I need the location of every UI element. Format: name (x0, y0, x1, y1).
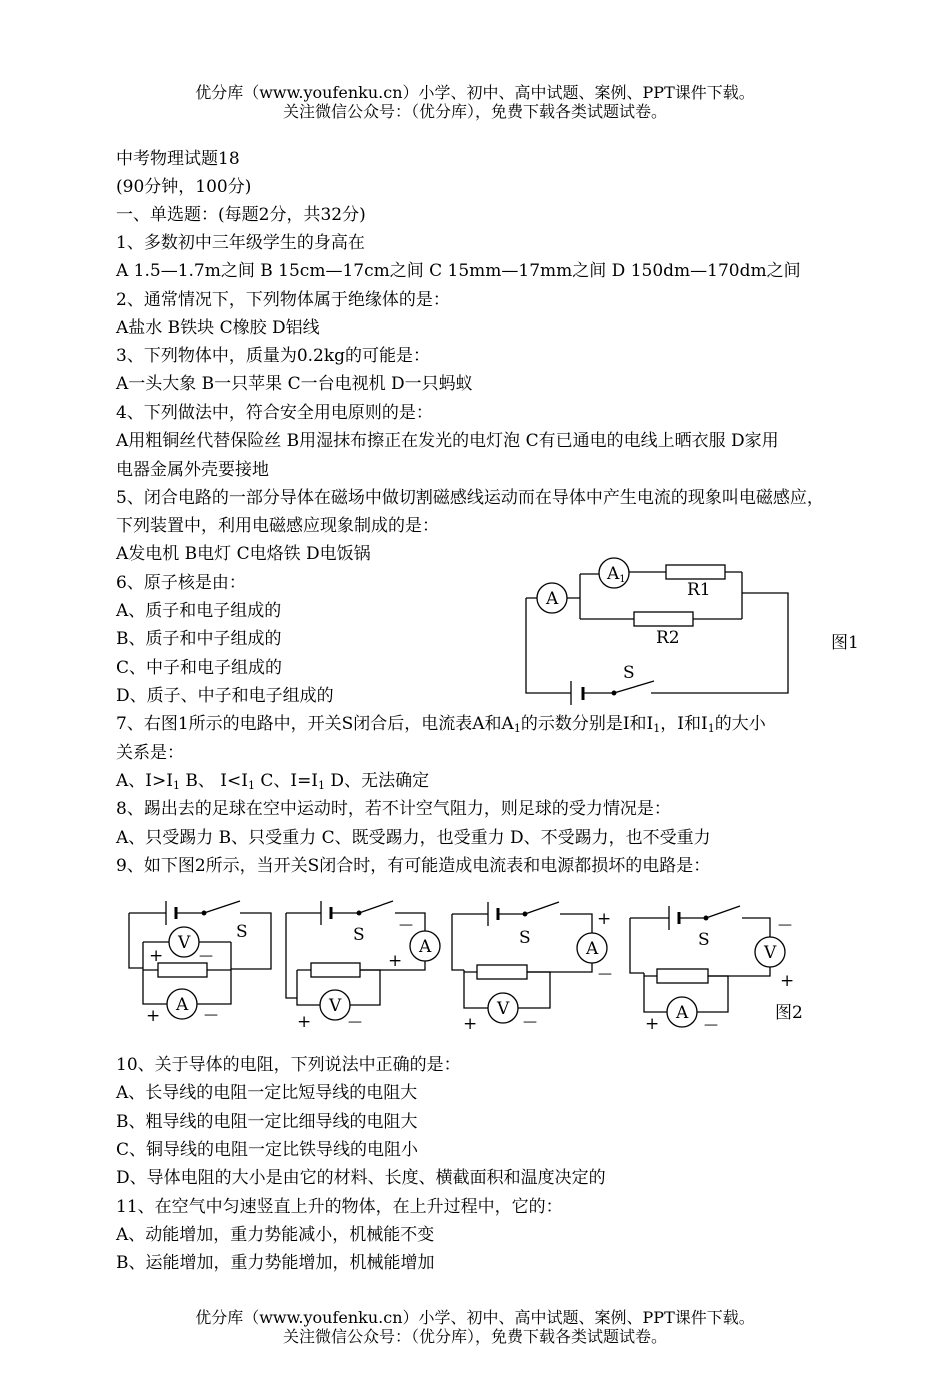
c2-label-v: V (329, 996, 342, 1016)
figure-1-circuit (526, 558, 788, 705)
c3-wire-right (560, 914, 592, 933)
c3-resistor-icon (477, 965, 527, 979)
q10-option-b: B、粗导线的电阻一定比细导线的电阻大 (116, 1112, 418, 1132)
c2-resistor-icon (311, 963, 360, 977)
c2-switch-icon (359, 901, 393, 913)
fig1-label-a1-main: A (607, 564, 620, 584)
c2-label-s: S (353, 925, 365, 945)
c2-plus-v: + (297, 1012, 312, 1032)
q2-stem: 2、通常情况下，下列物体属于绝缘体的是： (116, 290, 450, 310)
c4-switch-icon (706, 906, 740, 918)
c3-label-s: S (519, 928, 531, 948)
q7-stem-part1: 7、右图1所示的电路中，开关S闭合后，电流表A和A (116, 714, 514, 734)
c2-wire-voltmeter-left (297, 970, 320, 1005)
q10-option-a: A、长导线的电阻一定比短导线的电阻大 (116, 1083, 418, 1103)
c2-label-a: A (419, 937, 432, 957)
c4-plus-v: + (780, 971, 795, 991)
q10-option-c: C、铜导线的电阻一定比铁导线的电阻小 (116, 1140, 419, 1160)
c4-resistor-icon (657, 969, 708, 983)
c4-wire-left (630, 918, 644, 973)
c4-label-s: S (698, 930, 710, 950)
c1-wire-left (129, 913, 143, 968)
c3-label-v: V (497, 999, 510, 1019)
q5-stem-1: 5、闭合电路的一部分导体在磁场中做切割磁感线运动而在导体中产生电流的现象叫电磁感应， (116, 488, 824, 508)
c4-minus-a: — (704, 1017, 718, 1033)
c1-resistor-icon (158, 963, 207, 977)
q6-option-a: A、质子和电子组成的 (116, 601, 282, 621)
figure-2-circuit-1 (129, 901, 271, 1026)
q8-stem: 8、踢出去的足球在空中运动时，若不计空气阻力，则足球的受力情况是： (116, 799, 671, 819)
c2-plus-a: + (388, 951, 403, 971)
q7-stem-part2: 的示数分别是I和I (520, 714, 654, 734)
q7-stem-part4: 的大小 (714, 714, 766, 734)
q7-option-b: B、 I<I (179, 771, 248, 791)
c4-label-v: V (764, 943, 777, 963)
q8-options: A、只受踢力 B、只受重力 C、既受踢力，也受重力 D、不受踢力，也不受重力 (116, 828, 711, 848)
figure-1-caption: 图1 (831, 633, 859, 653)
q3-options: A一头大象 B一只苹果 C一台电视机 D一只蚂蚁 (116, 374, 473, 394)
c2-minus-a: — (399, 917, 413, 933)
figure-2-circuit-2 (286, 901, 440, 1032)
q7-option-b-sub: 1 (247, 779, 255, 792)
fig1-resistor-r1-icon (666, 565, 725, 579)
c1-switch-icon (204, 901, 240, 913)
fig1-label-a1 (606, 564, 626, 585)
q7-sub3: 1 (707, 722, 715, 735)
c1-label-s: S (236, 922, 248, 942)
q7-stem-part3: ，I和I (660, 714, 708, 734)
figure-2-circuit-4 (630, 906, 794, 1034)
q7-option-d: D、无法确定 (325, 771, 430, 791)
c1-plus-a: + (146, 1006, 161, 1026)
q11-stem: 11、在空气中匀速竖直上升的物体，在上升过程中，它的： (116, 1197, 563, 1217)
q9-stem: 9、如下图2所示，当开关S闭合时，有可能造成电流表和电源都损坏的电路是： (116, 856, 711, 876)
c4-wire-right-lower (708, 967, 770, 976)
c3-wire-right-lower (527, 963, 592, 972)
c3-minus-v: — (523, 1014, 537, 1030)
q7-stem-2: 关系是： (116, 743, 184, 763)
fig1-label-a: A (546, 589, 559, 609)
section-heading: 一、单选题：(每题2分，共32分) (116, 205, 366, 225)
q10-option-d: D、导体电阻的大小是由它的材料、长度、横截面积和温度决定的 (116, 1168, 606, 1188)
c4-label-a: A (676, 1003, 689, 1023)
c2-minus-v: — (348, 1014, 362, 1030)
c4-wire-ammeter-left (644, 973, 667, 1012)
c1-label-a: A (176, 995, 189, 1015)
q2-options: A盐水 B铁块 C橡胶 D铝线 (116, 318, 320, 338)
q7-option-c-sub: 1 (318, 779, 326, 792)
q4-options-1: A用粗铜丝代替保险丝 B用湿抹布擦正在发光的电灯泡 C有已通电的电线上晒衣服 D家用 (116, 431, 779, 451)
c1-minus-v: — (199, 948, 213, 964)
q4-options-2: 电器金属外壳要接地 (116, 460, 269, 480)
c3-plus-a: + (597, 909, 612, 929)
c3-switch-icon (525, 902, 559, 914)
c3-wire-left (452, 914, 464, 970)
c3-label-a: A (586, 939, 599, 959)
c4-minus-v: — (778, 917, 792, 933)
q5-stem-2: 下列装置中，利用电磁感应现象制成的是： (116, 516, 439, 536)
fig1-resistor-r2-icon (634, 612, 693, 626)
q6-option-b: B、质子和中子组成的 (116, 629, 282, 649)
q7-sub2: 1 (653, 722, 661, 735)
c2-wire-left (286, 913, 297, 998)
q6-stem: 6、原子核是由： (116, 573, 246, 593)
doc-title: 中考物理试题18 (116, 149, 240, 169)
q11-option-a: A、动能增加，重力势能减小，机械能不变 (116, 1225, 435, 1245)
fig1-label-s: S (623, 663, 635, 683)
q7-option-c: C、I=I (254, 771, 319, 791)
doc-subtitle: (90分钟，100分) (116, 177, 252, 197)
q3-stem: 3、下列物体中，质量为0.2kg的可能是： (116, 346, 431, 366)
q7-option-a: A、I>I (116, 771, 173, 791)
fig1-branch-top-wire (580, 572, 742, 574)
footer-line-2: 关注微信公众号：（优分库），免费下载各类试题试卷。 (282, 1327, 667, 1346)
c3-wire-voltmeter-left (464, 970, 488, 1008)
q5-options: A发电机 B电灯 C电烙铁 D电饭锅 (116, 544, 371, 564)
q6-option-d: D、质子、中子和电子组成的 (116, 686, 334, 706)
fig1-label-r2: R2 (656, 628, 680, 648)
q11-option-b: B、运能增加，重力势能增加，机械能增加 (116, 1253, 435, 1273)
c1-minus-a: — (204, 1007, 218, 1023)
q6-option-c: C、中子和电子组成的 (116, 658, 283, 678)
c1-label-v: V (178, 933, 191, 953)
fig1-label-a1-sub: 1 (619, 574, 626, 585)
figure-2-circuit-3 (452, 902, 612, 1034)
c3-minus-a: — (598, 966, 612, 982)
q7-sub1: 1 (513, 722, 521, 735)
c4-plus-a: + (645, 1014, 660, 1034)
figure-2-caption: 图2 (775, 1003, 803, 1023)
q1-options: A 1.5—1.7m之间 B 15cm—17cm之间 C 15mm—17mm之间 D 150dm—170dm之间 (116, 261, 801, 281)
q4-stem: 4、下列做法中，符合安全用电原则的是： (116, 403, 433, 423)
c1-plus-v: + (149, 946, 164, 966)
header-line-1: 优分库（www.youfenku.cn）小学、初中、高中试题、案例、PPT课件下载。 (195, 83, 755, 102)
fig1-label-r1: R1 (687, 580, 711, 600)
c4-wire-right (742, 918, 770, 937)
footer-line-1: 优分库（www.youfenku.cn）小学、初中、高中试题、案例、PPT课件下载。 (195, 1308, 755, 1327)
q10-stem: 10、关于导体的电阻，下列说法中正确的是： (116, 1055, 461, 1075)
c3-plus-v: + (463, 1014, 478, 1034)
q1-stem: 1、多数初中三年级学生的身高在 (116, 233, 365, 253)
q7-option-a-sub: 1 (172, 779, 180, 792)
header-line-2: 关注微信公众号：（优分库），免费下载各类试题试卷。 (282, 102, 667, 121)
